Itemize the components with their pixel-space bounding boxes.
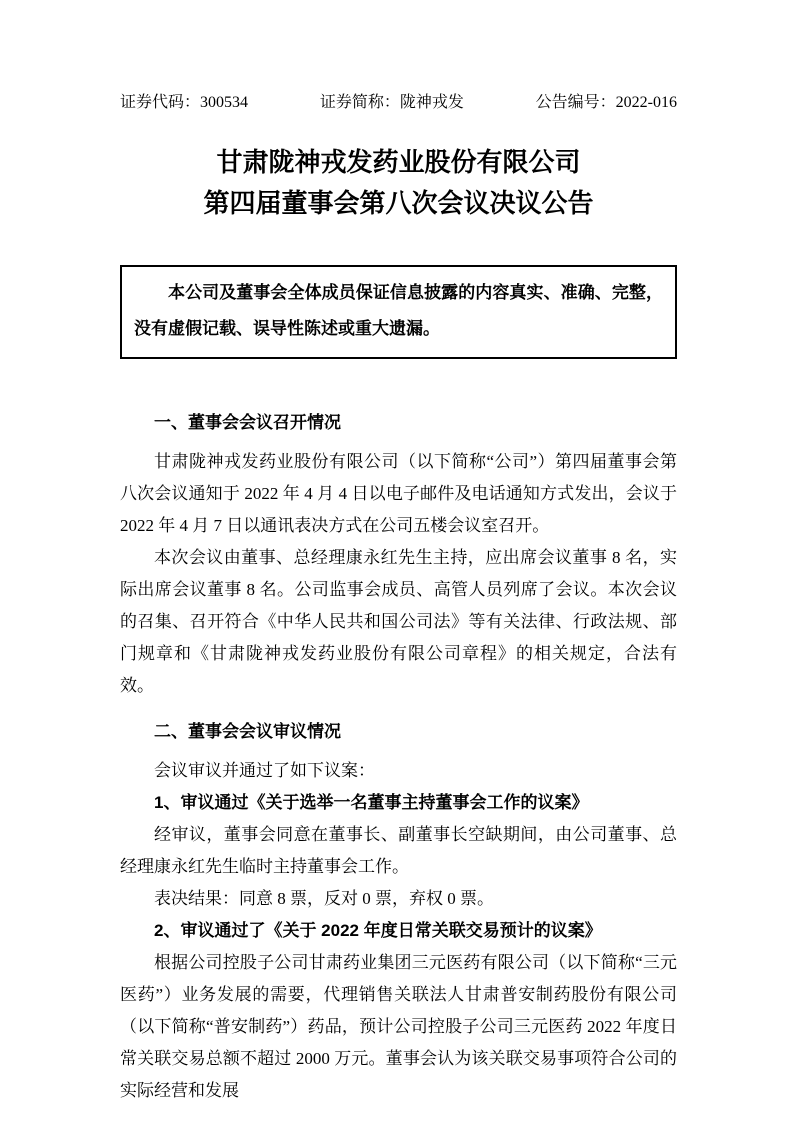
resolution-item-2-title: 2、审议通过了《关于 2022 年度日常关联交易预计的议案》 <box>154 921 602 940</box>
paragraph-meeting-attendance: 本次会议由董事、总经理康永红先生主持，应出席会议董事 8 名，实际出席会议董事 8 名。公司监事会成员、高管人员列席了会议。本次会议的召集、召开符合《中华人民共和国公司法》等有关法律、行政法规、部门规章和《甘肃陇神戎发药业股份有限公司章程》的相关规定，合法有效。 <box>120 548 677 695</box>
document-body <box>120 407 677 1107</box>
title-subject: 第四届董事会第八次会议决议公告 <box>203 188 594 218</box>
resolution-item-1-detail: 经审议，董事会同意在董事长、副董事长空缺期间，由公司董事、总经理康永红先生临时主持董事会工作。 <box>120 825 677 876</box>
section-heading-2: 二、董事会会议审议情况 <box>154 722 341 741</box>
disclaimer-text: 本公司及董事会全体成员保证信息披露的内容真实、准确、完整，没有虚假记载、误导性陈述或重大遗漏。 <box>134 283 663 338</box>
resolution-item-1-vote-result: 表决结果：同意 8 票，反对 0 票，弃权 0 票。 <box>154 889 494 908</box>
stock-code: 证券代码：300534 <box>120 94 249 111</box>
document-title <box>120 142 677 224</box>
title-company-name: 甘肃陇神戎发药业股份有限公司 <box>216 147 581 177</box>
stock-abbr: 证券简称：陇神戎发 <box>319 94 464 111</box>
document-content <box>120 0 677 1107</box>
document-header-row <box>120 92 677 114</box>
resolution-item-1-title: 1、审议通过《关于选举一名董事主持董事会工作的议案》 <box>154 793 589 812</box>
section-heading-1: 一、董事会会议召开情况 <box>154 413 341 432</box>
disclaimer-box <box>120 265 677 359</box>
announcement-number: 公告编号：2022-016 <box>535 94 677 111</box>
resolution-item-2-detail: 根据公司控股子公司甘肃药业集团三元医药有限公司（以下简称“三元医药”）业务发展的需要，代理销售关联法人甘肃普安制药股份有限公司（以下简称“普安制药”）药品，预计公司控股子公司三元医药 2022 年度日常关联交易总额不超过 2000 万元。董事会认为该关联交易事项符合公司的实际经营和发展 <box>120 953 677 1100</box>
paragraph-meeting-notice: 甘肃陇神戎发药业股份有限公司（以下简称“公司”）第四届董事会第八次会议通知于 2022 年 4 月 4 日以电子邮件及电话通知方式发出，会议于 2022 年 4 月 7 日以通讯表决方式在公司五楼会议室召开。 <box>120 452 677 535</box>
paragraph-resolutions-intro: 会议审议并通过了如下议案： <box>154 761 375 780</box>
